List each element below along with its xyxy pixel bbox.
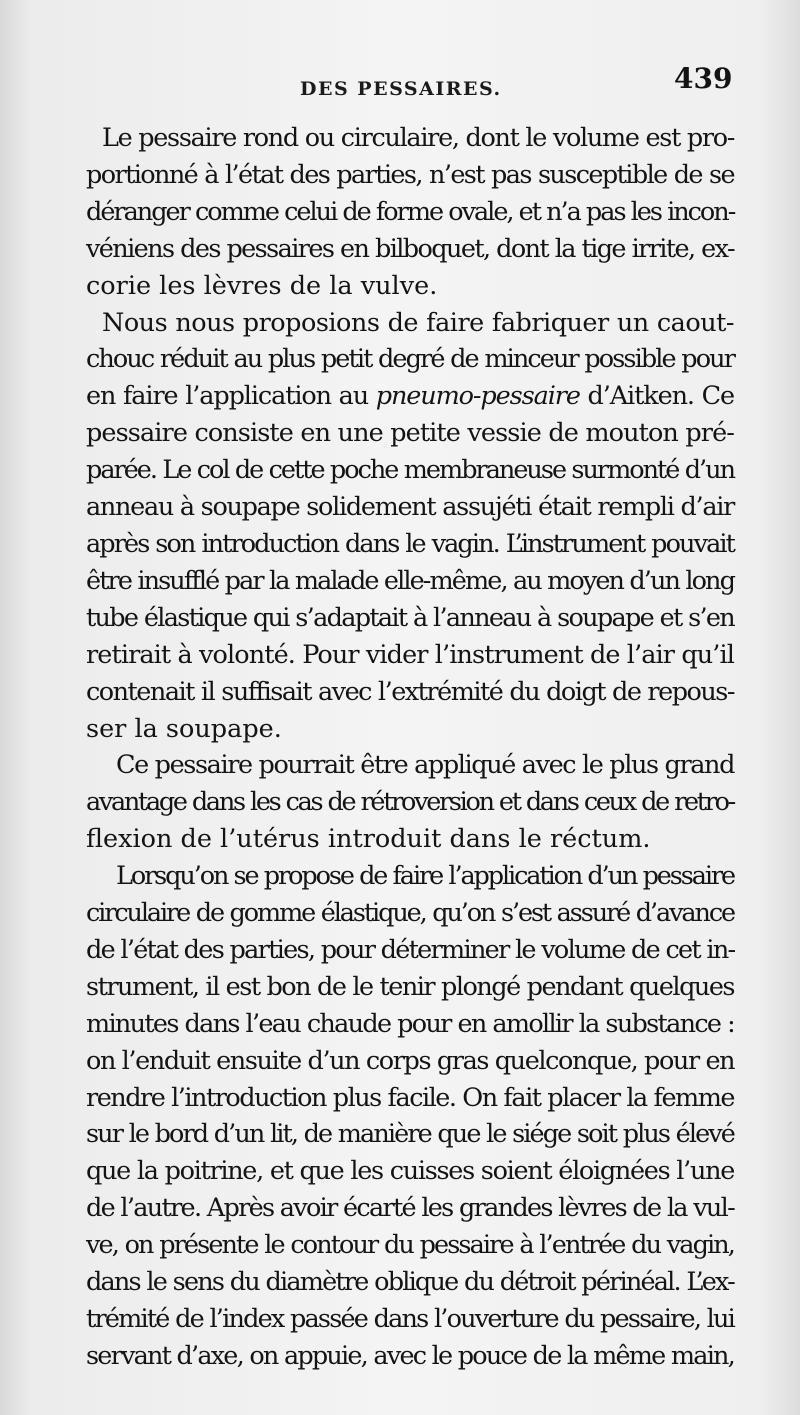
text-line: Ce pessaire pourrait être appliqué avec le plus grand — [116, 750, 734, 781]
text-line: avantage dans les cas de rétroversion et dans ceux de retro- — [86, 787, 734, 818]
page-number: 439 — [674, 62, 733, 95]
text-line: strument, il est bon de le tenir plongé pendant quelques — [86, 971, 734, 1002]
text-line: retirait à volonté. Pour vider l’instrument de l’air qu’il — [86, 639, 734, 670]
text-line: Nous nous proposions de faire fabriquer un caout- — [102, 307, 734, 338]
italic-term: pneumo-pessaire — [375, 381, 580, 412]
text-line: de l’autre. Après avoir écarté les grandes lèvres de la vul- — [86, 1193, 734, 1224]
body-text — [86, 120, 734, 1375]
text-line: que la poitrine, et que les cuisses soient éloignées l’une — [86, 1156, 734, 1187]
paragraph-4 — [86, 858, 734, 1375]
text-line: circulaire de gomme élastique, qu’on s’est assuré d’avance — [86, 898, 734, 929]
text-line: tube élastique qui s’adaptait à l’anneau à soupape et s’en — [86, 602, 734, 633]
text-line: corie les lèvres de la vulve. — [86, 270, 438, 301]
text-line: déranger comme celui de forme ovale, et n’a pas les incon- — [86, 196, 735, 227]
paragraph-2 — [86, 305, 734, 748]
paragraph-1 — [86, 120, 734, 305]
text-line: après son introduction dans le vagin. L’instrument pouvait — [86, 528, 734, 559]
text-fragment: d’Aitken. Ce — [587, 381, 734, 412]
text-line: parée. Le col de cette poche membraneuse surmonté d’un — [86, 455, 734, 486]
text-line: anneau à soupape solidement assujéti était rempli d’air — [86, 492, 734, 523]
text-line: ve, on présente le contour du pessaire à l’entrée du vagin, — [86, 1230, 734, 1261]
text-line: de l’état des parties, pour déterminer le volume de cet in- — [86, 934, 735, 965]
paragraph-3 — [86, 747, 734, 858]
text-line: contenait il suffisait avec l’extrémité du doigt de repous- — [86, 676, 734, 707]
text-fragment: en faire l’application au — [86, 381, 369, 412]
text-line: trémité de l’index passée dans l’ouverture du pessaire, lui — [86, 1304, 734, 1334]
text-line: Lorsqu’on se propose de faire l’application d’un pessaire — [116, 861, 734, 892]
text-line: ser la soupape. — [86, 713, 282, 744]
text-line: minutes dans l’eau chaude pour en amollir la substance : — [86, 1008, 734, 1039]
text-line: être insufflé par la malade elle-même, au moyen d’un long — [86, 565, 734, 596]
text-line: flexion de l’utérus introduit dans le réctum. — [86, 824, 651, 855]
text-line: servant d’axe, on appuie, avec le pouce de la même main, — [86, 1340, 734, 1371]
text-line-mixed — [86, 378, 734, 415]
text-line: Le pessaire rond ou circulaire, dont le volume est pro- — [102, 123, 735, 153]
text-line: chouc réduit au plus petit degré de minceur possible pour — [86, 344, 734, 375]
text-line: on l’enduit ensuite d’un corps gras quelconque, pour en — [86, 1045, 735, 1076]
text-line: portionné à l’état des parties, n’est pas susceptible de se — [86, 159, 734, 190]
text-line: dans le sens du diamètre oblique du détroit périnéal. L’ex- — [86, 1267, 734, 1298]
text-line: sur le bord d’un lit, de manière que le siége soit plus élevé — [86, 1119, 734, 1150]
text-line: véniens des pessaires en bilboquet, dont la tige irrite, ex- — [86, 233, 734, 264]
running-title: DES PESSAIRES. — [300, 78, 502, 100]
text-line: rendre l’introduction plus facile. On fait placer la femme — [86, 1082, 734, 1113]
text-line: pessaire consiste en une petite vessie de mouton pré- — [86, 418, 734, 449]
